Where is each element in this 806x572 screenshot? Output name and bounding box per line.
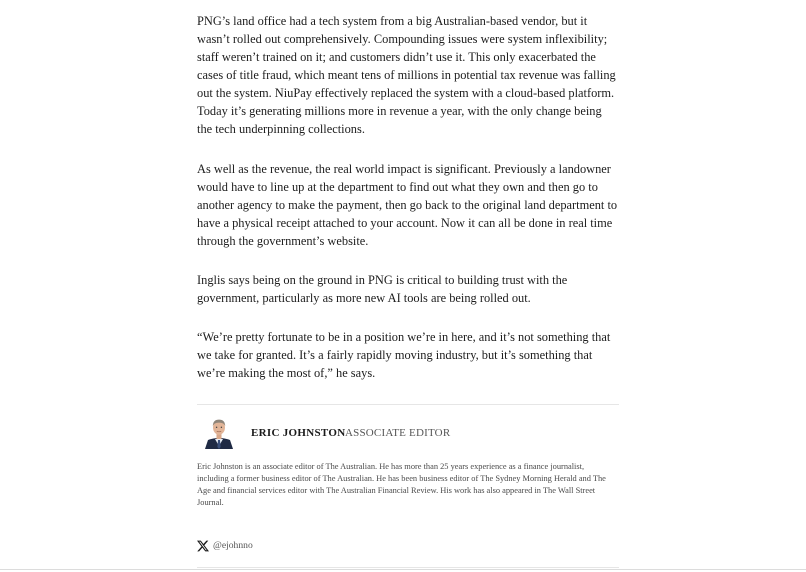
author-social-link[interactable] bbox=[197, 539, 253, 551]
article-paragraph-3: Inglis says being on the ground in PNG is critical to building trust with the government, particularly as more new AI tools are being rolled out. bbox=[197, 273, 568, 305]
article-paragraph-1: PNG’s land office had a tech system from a big Australian-based vendor, but it wasn’t rolled out comprehensively. Compounding issues were system inflexibility; staff weren’t trained on it; and customers didn’t use it. This only exacerbated the cases of title fraud, which meant tens of millions in potential tax revenue was falling out the system. NiuPay effectively replaced the system with a cloud-based platform. Today it’s generating millions more in revenue a year, with the only change being the tech underpinning collections. bbox=[197, 14, 616, 136]
author-bio: Eric Johnston is an associate editor of The Australian. He has more than 25 years experience as a finance journalist, including a former business editor of The Australian. He has been business editor of The Sydney Morning Herald and The Age and financial services editor with The Australian Financial Review. His work has also appeared in The Wall Street Journal. bbox=[197, 462, 606, 507]
author-avatar[interactable] bbox=[202, 415, 236, 449]
x-logo-icon bbox=[197, 539, 209, 551]
author-card bbox=[197, 404, 619, 568]
article-paragraph-4: “We’re pretty fortunate to be in a position we’re in here, and it’s not something that we take for granted. It’s a fairly rapidly moving industry, but it’s something that we’re making the most of,” he says. bbox=[197, 330, 611, 380]
author-social-handle[interactable]: @ejohnno bbox=[213, 539, 253, 551]
author-role: ASSOCIATE EDITOR bbox=[345, 427, 451, 439]
page-divider bbox=[0, 569, 806, 570]
author-portrait-icon bbox=[202, 415, 236, 449]
article-paragraph-2: As well as the revenue, the real world impact is significant. Previously a landowner would have to line up at the department to find out what they own and then go to another agency to make the payment, then go back to the original land department to have a physical receipt attached to your account. Now it can all be done in real time through the government’s website. bbox=[197, 162, 618, 248]
author-name[interactable]: ERIC JOHNSTON bbox=[251, 427, 346, 439]
